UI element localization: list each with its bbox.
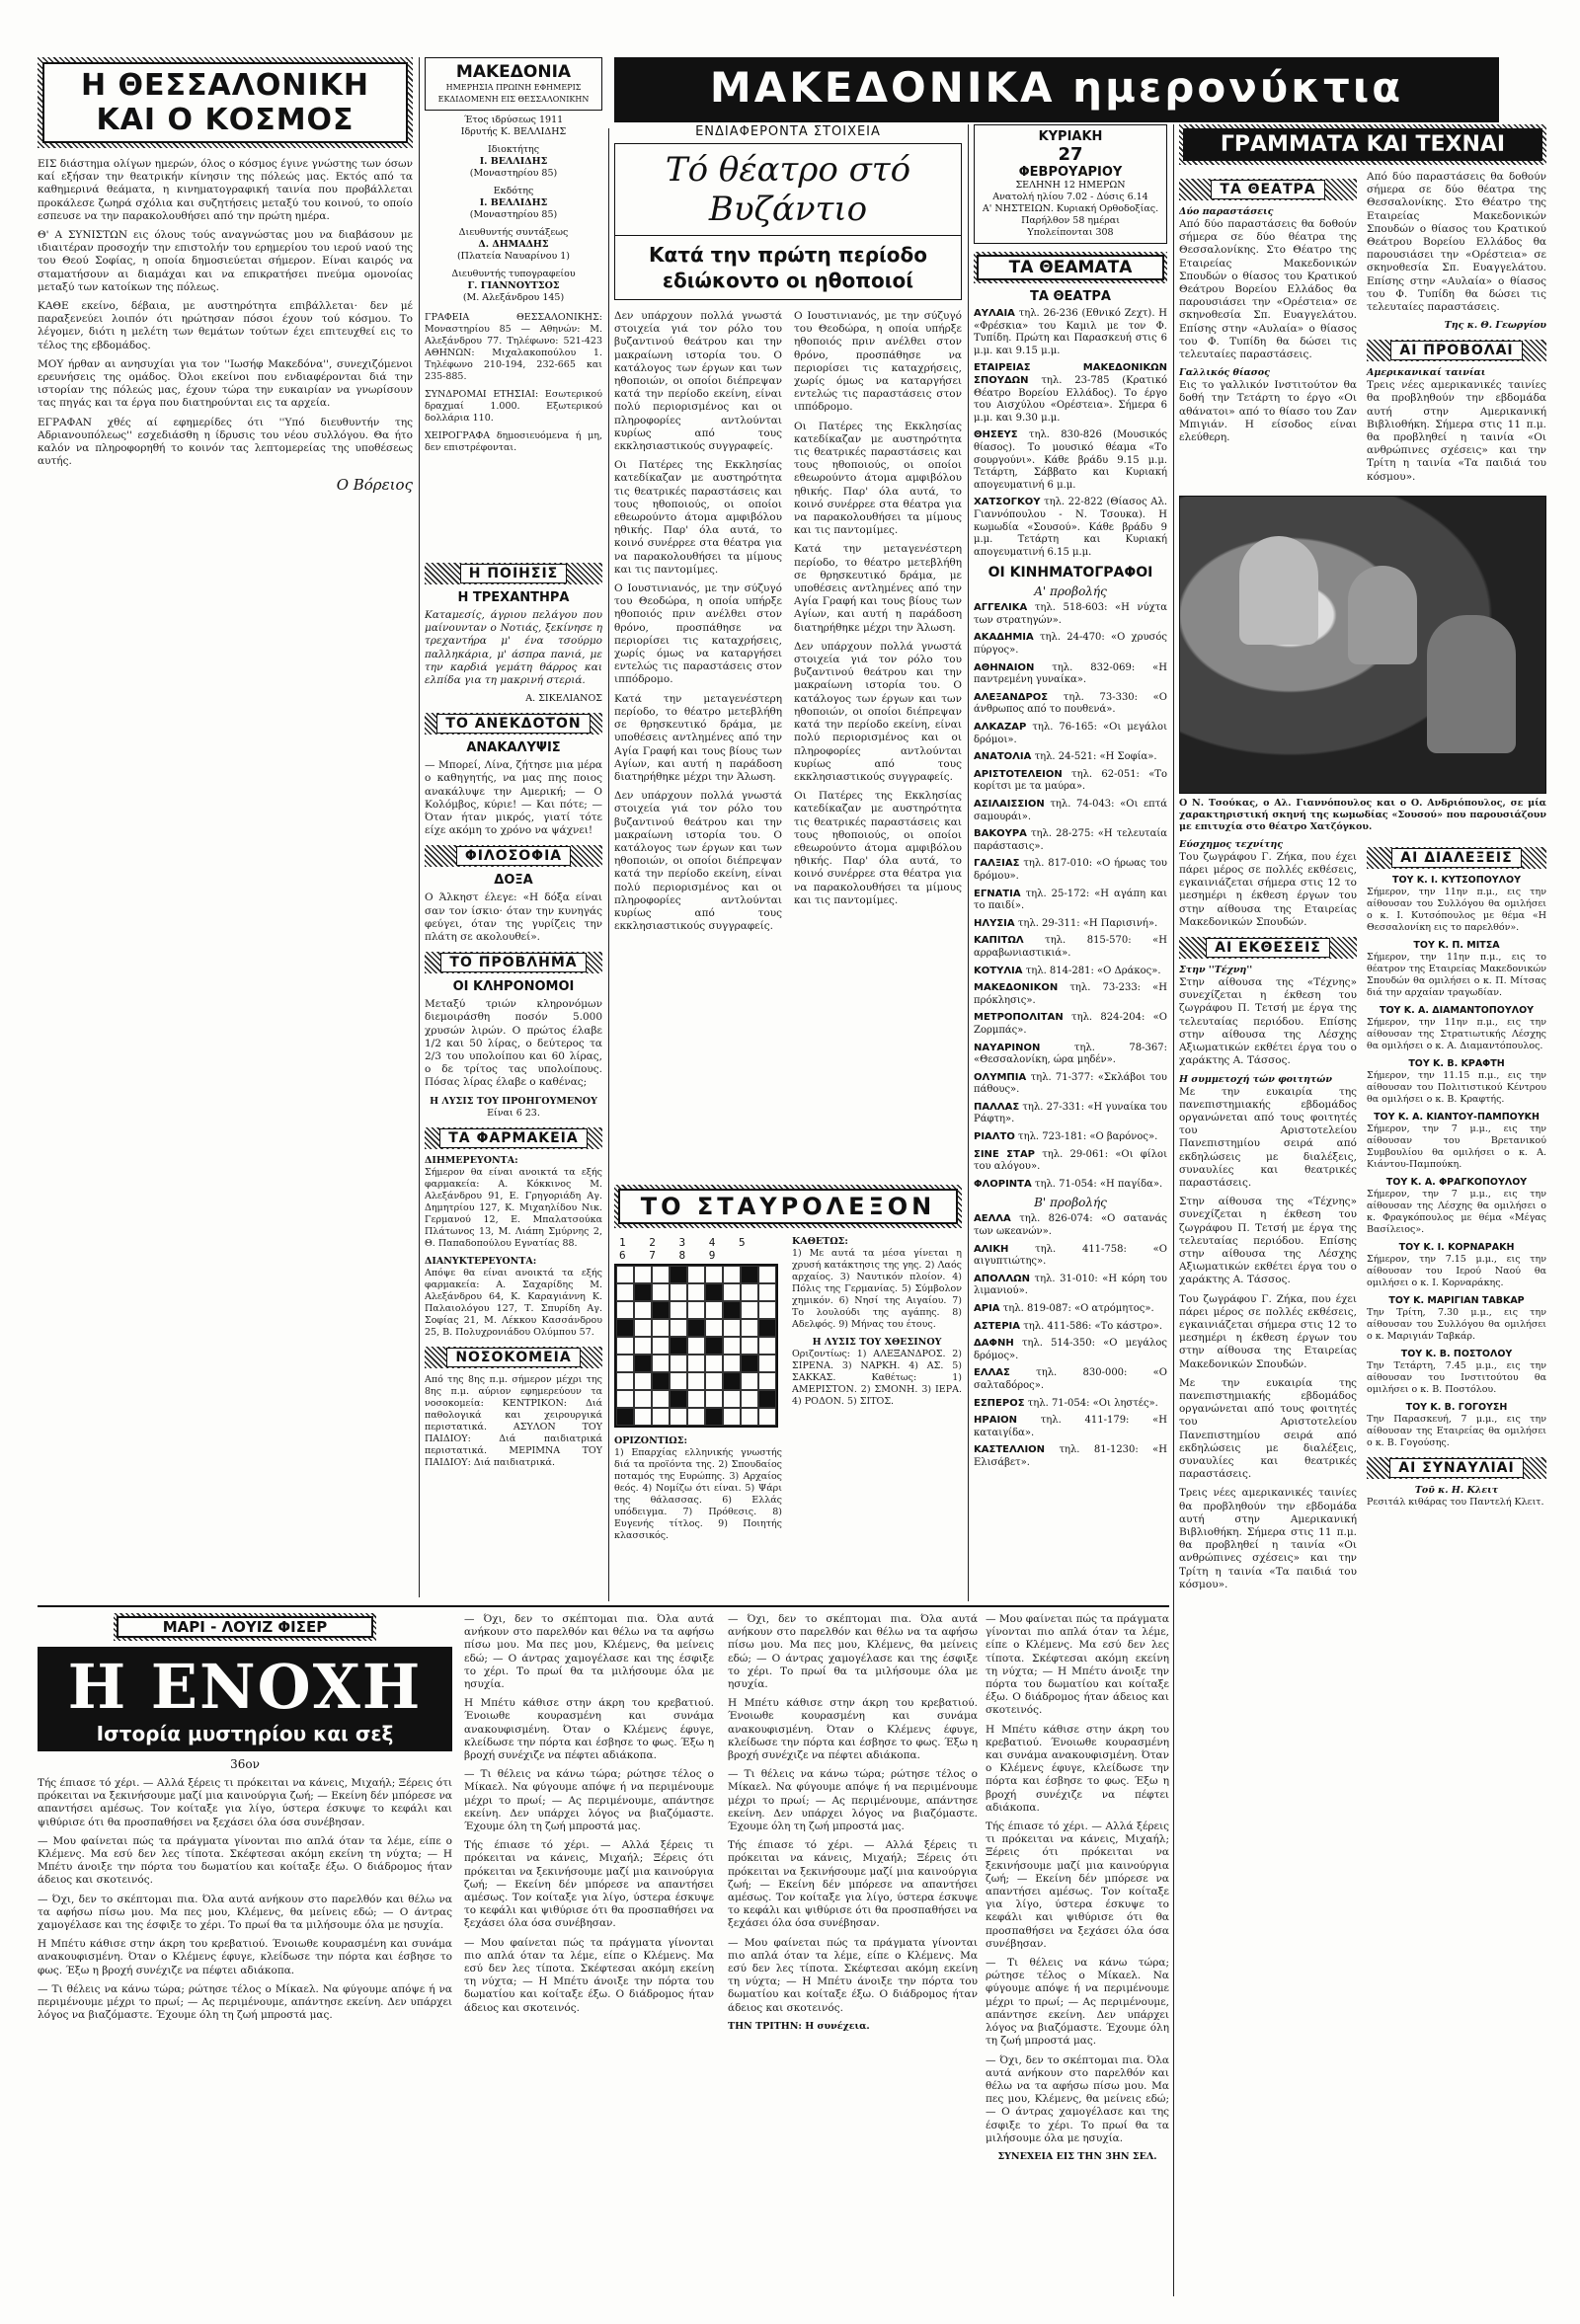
logo-subtitle: ΗΜΕΡΗΣΙΑ ΠΡΩΙΝΗ ΕΦΗΜΕΡΙΣ ΕΚΔΙΔΟΜΕΝΗ ΕΙΣ ΘΕΣΣΑΛΟΝΙΚΗΝ bbox=[437, 83, 590, 104]
column-divider bbox=[1173, 124, 1174, 2296]
photo-caption: Ο Ν. Τσούκας, ο Αλ. Γιαννόπουλος και ο Ο. Ανδριόπουλος, σε μία χαρακτηριστική σκηνή της κωμωδίας «Σουσού» που παρουσιάζουν με επιτυχία στο θέατρο Χατζόγκου. bbox=[1179, 797, 1546, 832]
cinema-listing-text: τηλ. 832-069: «Η παντρεμένη γυναίκα». bbox=[974, 661, 1167, 686]
listings-column bbox=[974, 124, 1167, 1601]
section-label-pharmacies: ΤΑ ΦΑΡΜΑΚΕΙΑ bbox=[425, 1127, 602, 1149]
cinema-listing-name: ΦΛΟΡΙΝΤΑ bbox=[974, 1178, 1032, 1190]
cinema-listing bbox=[974, 632, 1167, 657]
pharmacy-day-label: ΔΙΗΜΕΡΕΥΟΝΤΑ: bbox=[425, 1154, 518, 1166]
serial-episode: 36ον bbox=[230, 1757, 260, 1771]
theatre-listing bbox=[974, 308, 1167, 357]
publisher-name: Ι. ΒΕΛΛΙΔΗΣ bbox=[479, 197, 548, 208]
date-box bbox=[974, 124, 1167, 244]
cinema-listing-name: ΑΝΑΤΟΛΙΑ bbox=[974, 751, 1032, 763]
byzantine-theatre-article bbox=[614, 124, 962, 1181]
section-label-projections: ΑΙ ΠΡΟΒΟΛΑΙ bbox=[1367, 340, 1546, 361]
theatre-listing bbox=[974, 362, 1167, 425]
hospital-text: Από της 8ης π.μ. σήμερον μέχρι της 8ης π.μ. αύριον εφημερεύουν τα νοσοκομεία: ΚΕΝΤΡΙΚΟΝ: Διά παθολογικά και χειρουργικά περιστατικά. ΑΣΥΛΟΝ ΤΟΥ ΠΑΙΔΙΟΥ: Διά παιδιατρικά περιστατικά. ΜΕΡΙΜΝΑ ΤΟΥ ΠΑΙΔΙΟΥ: Διά παιδιατρικά. bbox=[425, 1373, 602, 1468]
cinema-listing-name: ΑΠΟΛΛΩΝ bbox=[974, 1273, 1030, 1284]
serial-paragraph: — Τι θέλεις να κάνω τώρα; ρώτησε τέλος ο Μίκαελ. Να φύγουμε απόψε ή να περιμένουμε μέχρι το πρωί; — Ας περιμένουμε, απάντησε εκείνη. Δεν υπάρχει λόγος να βιαζόμαστε. Έχουμε όλη τη ζωή μπροστά μας. bbox=[464, 1768, 714, 1833]
cinema-listing-name: ΚΑΠΙΤΩΛ bbox=[974, 935, 1024, 947]
tech-title: Εύσχημος τεχνίτης bbox=[1179, 838, 1284, 850]
serial-paragraph: Η Μπέτυ κάθισε στην άκρη του κρεβατιού. Ένοιωθε κουρασμένη και συνάμα ανακουφισμένη. Όταν ο Κλέμενς έφυγε, κλείδωσε την πόρτα και έσβησε το φως. Έξω η βροχή συνέχιζε να πέφτει αδιάκοπα. bbox=[38, 1938, 452, 1976]
solution-label: Η ΛΥΣΙΣ ΤΟΥ ΧΘΕΣΙΝΟΥ bbox=[812, 1337, 942, 1348]
theatre-news-text: Από δύο παραστάσεις θα δοθούν σήμερα σε δύο θέατρα της Θεσσαλονίκης. Στο Θέατρο της Εταιρείας Μακεδονικών Σπουδών ο θίασος του Κρατικού Θεάτρου Βορείου Ελλάδος θα παρουσιάσει την «Ορέστεια» σε σκηνοθεσία Σπ. Ευαγγελάτου. Επίσης στην «Αυλαία» ο θίασος του Φ. Τυπίδη θα δώσει τις τελευταίες παραστάσεις. bbox=[1179, 218, 1357, 361]
cinema-listing bbox=[974, 1415, 1167, 1439]
cinema-list bbox=[974, 602, 1167, 1191]
speech-text: Σήμερον, την 7.15 μ.μ., εις την αίθουσαν του Ιερού Ναού θα ομιλήσει ο κ. Ι. Κορναράκης. bbox=[1367, 1253, 1546, 1288]
cinema-listing bbox=[974, 1179, 1167, 1192]
serial-paragraph: — Μου φαίνεται πώς τα πράγματα γίνονται πιο απλά όταν τα λέμε, είπε ο Κλέμενς. Μα εσύ δεν λες τίποτα. Σκέφτεσαι ακόμη εκείνη τη νύχτα; — Η Μπέτυ άνοιξε την πόρτα του δωματίου και κοίταξε έξω. Ο διάδρομος ήταν άδειος και σκοτεινός. bbox=[464, 1936, 714, 2014]
cinema-listing-text: τηλ. 29-311: «Η Παρισινή». bbox=[1017, 917, 1158, 929]
projections-text: Τρεις νέες αμερικανικές ταινίες θα προβληθούν την εβδομάδα αυτή στην Αμερικανική Βιβλιοθήκη. Σήμερα στις 11 π.μ. θα προβληθεί η ταινία «Οι ανθρώπινες σχέσεις» και την Τρίτη η ταινία «Τα παιδιά του κόσμου». bbox=[1367, 379, 1546, 483]
serial-paragraph: Τής έπιασε τό χέρι. — Αλλά ξέρεις τι πρόκειται να κάνεις, Μιχαήλ; Ξέρεις ότι πρόκειται να ξεκινήσουμε μαζί μια καινούργια ζωή; — Εκείνη δέν μπόρεσε να απαντήσει αμέσως. Τον κοίταξε για λίγο, ύστερα έσκυψε το κεφάλι και ψιθύρισε ότι θα προσπαθήσει να ξεχάσει όλα όσα συνέβησαν. bbox=[986, 1820, 1169, 1950]
cinema-listing bbox=[974, 828, 1167, 853]
section-label-anecdote: ΤΟ ΑΝΕΚΔΟΤΟΝ bbox=[425, 713, 602, 735]
projections-text-continued: Τρεις νέες αμερικανικές ταινίες θα προβληθούν την εβδομάδα αυτή στην Αμερικανική Βιβλιοθήκη. Σήμερα στις 11 π.μ. θα προβληθεί η ταινία «Οι ανθρώπινες σχέσεις» και την Τρίτη η ταινία «Τα παιδιά του κόσμου». bbox=[1179, 1487, 1357, 1590]
office-addresses: ΓΡΑΦΕΙΑ ΘΕΣΣΑΛΟΝΙΚΗΣ: Μοναστηρίου 85 — Αθηνών: Μ. Αλεξάνδρου 77. Τηλέφωνο: 521-423 ΑΘΗΝΩΝ: Μιχαλακοπούλου 1. Τηλέφωνο 210-194, 232-665 και 235-885. bbox=[425, 312, 602, 382]
cinema-listing-name: ΑΛΚΑΖΑΡ bbox=[974, 722, 1027, 734]
cinema-listing-name: ΑΕΛΛΑ bbox=[974, 1213, 1011, 1225]
cinema-listing-name: ΑΡΙΑ bbox=[974, 1303, 1000, 1314]
cinema-listing-text: τηλ. 815-570: «Η αρραβωνιαστικιά». bbox=[974, 935, 1167, 959]
down-label: ΚΑΘΕΤΩΣ: bbox=[792, 1236, 848, 1247]
article-paragraph: Κατά την μεταγενέστερη περίοδο, το θέατρο μετεβλήθη σε θρησκευτικό δράμα, με υποθέσεις αντλημένες από την Αγία Γραφή και τους βίους των Αγίων, και αυτή η παράδοση διατηρήθηκε μέχρι την Άλωση. bbox=[794, 543, 962, 634]
speech-title: ΤΟΥ Κ. Α. ΚΙΑΝΤΟΥ-ΠΑΜΠΟΥΚΗ bbox=[1374, 1111, 1540, 1123]
owner-name: Ι. ΒΕΛΛΙΔΗΣ bbox=[479, 156, 548, 167]
crossword-label: ΤΟ ΣΤΑΥΡΟΛΕΞΟΝ bbox=[618, 1189, 958, 1224]
concerts-title: Τοῦ κ. Η. Κλειτ bbox=[1414, 1484, 1499, 1496]
poem-title: Η ΤΡΕΧΑΝΤΗΡΑ bbox=[457, 590, 570, 605]
students-text-continued: Με την ευκαιρία της πανεπιστημιακής εβδομάδος οργανώνεται από τους φοιτητές του Αριστοτελείου Πανεπιστημίου σειρά από εκδηλώσεις με διαλέξεις, συναυλίες και θεατρικές παραστάσεις. bbox=[1179, 1376, 1357, 1481]
column-divider bbox=[968, 124, 969, 1601]
solution-text: Οριζοντίως: 1) ΑΛΕΞΑΝΔΡΟΣ. 2) ΣΙΡΕΝΑ. 3) ΝΑΡΚΗ. 4) ΑΣ. 5) ΣΑΚΚΑΣ. Καθέτως: 1) ΑΜΕΡΙΣΤΟΝ. 2) ΣΜΟΝΗ. 3) ΙΕΡΑ. 4) ΡΟΔΟΝ. 5) ΣΙΤΟΣ. bbox=[792, 1349, 962, 1407]
crossword-section bbox=[614, 1185, 962, 1599]
cinema-listing bbox=[974, 1444, 1167, 1469]
cinema-listing-text: τηλ. 76-165: «Οι μεγάλοι δρόμοι». bbox=[974, 722, 1167, 745]
printing-name: Γ. ΓΙΑΝΝΟΥΤΣΟΣ bbox=[467, 280, 560, 291]
cinema-listing-name: ΕΛΛΑΣ bbox=[974, 1367, 1010, 1379]
theatre-listing-name: ΧΑΤΣΟΓΚΟΥ bbox=[974, 497, 1041, 508]
cinema-listing bbox=[974, 662, 1167, 687]
greek-theatre-text: Εις το γαλλικόν Ινστιτούτον θα δοθή την Τετάρτη το έργο «Οι αθάνατοι» από το θίασο του Ζαν Μπιγιάν. Η είσοδος είναι ελεύθερη. bbox=[1179, 379, 1357, 444]
speech-title: ΤΟΥ Κ. Ι. ΚΟΡΝΑΡΑΚΗ bbox=[1398, 1241, 1515, 1253]
crossword-label-box bbox=[614, 1185, 962, 1228]
cinema-listing-text: τηλ. 74-043: «Οι επτά σαμουράι». bbox=[974, 799, 1167, 822]
cinema-listing-text: τηλ. 411-586: «Το κάστρο». bbox=[1023, 1320, 1163, 1332]
cinema-listing-name: ΜΕΤΡΟΠΟΛΙΤΑΝ bbox=[974, 1012, 1064, 1024]
problem-answer-label: Η ΛΥΣΙΣ ΤΟΥ ΠΡΟΗΓΟΥΜΕΝΟΥ bbox=[430, 1095, 597, 1107]
section-label-exhibitions: ΑΙ ΕΚΘΕΣΕΙΣ bbox=[1179, 937, 1357, 959]
cinema-listing-text: τηλ. 27-331: «Η γυναίκα του Ράφτη». bbox=[974, 1101, 1167, 1125]
serial-paragraph: Τής έπιασε τό χέρι. — Αλλά ξέρεις τι πρόκειται να κάνεις, Μιχαήλ; Ξέρεις ότι πρόκειται να ξεκινήσουμε μαζί μια καινούργια ζωή; — Εκείνη δέν μπόρεσε να απαντήσει αμέσως. Τον κοίταξε για λίγο, ύστερα έσκυψε το κεφάλι και ψιθύρισε ότι θα προσπαθήσει να ξεχάσει όλα όσα συνέβησαν. bbox=[728, 1839, 978, 1930]
poem-author: Α. ΣΙΚΕΛΙΑΝΟΣ bbox=[525, 693, 602, 705]
masthead-banner bbox=[614, 57, 1499, 122]
greek-theatre-title: Γαλλικός θίασος bbox=[1179, 367, 1270, 379]
cinema-listing-text: τηλ. 24-470: «Ο χρυσός πύργος». bbox=[974, 632, 1167, 657]
cinema-listing bbox=[974, 769, 1167, 794]
column-signature: Ο Βόρειος bbox=[336, 476, 413, 495]
serial-paragraph: Η Μπέτυ κάθισε στην άκρη του κρεβατιού. Ένοιωθε κουρασμένη και συνάμα ανακουφισμένη. Όταν ο Κλέμενς έφυγε, κλείδωσε την πόρτα και έσβησε το φως. Έξω η βροχή συνέχιζε να πέφτει αδιάκοπα. bbox=[464, 1697, 714, 1762]
first-run-label: Α' προβολής bbox=[1034, 584, 1107, 599]
speech-text: Την Τρίτη, 7.30 μ.μ., εις την αίθουσαν του Συλλόγου θα ομιλήσει ο κ. Μαριγιάν Ταβκάρ. bbox=[1367, 1306, 1546, 1342]
director-name: Δ. ΔΗΜΑΔΗΣ bbox=[478, 239, 549, 250]
days-elapsed: Παρήλθον 58 ημέραι bbox=[1021, 215, 1120, 226]
serial-paragraph: — Τι θέλεις να κάνω τώρα; ρώτησε τέλος ο Μίκαελ. Να φύγουμε απόψε ή να περιμένουμε μέχρι το πρωί; — Ας περιμένουμε, απάντησε εκείνη. Δεν υπάρχει λόγος να βιαζόμαστε. Έχουμε όλη τη ζωή μπροστά μας. bbox=[38, 1982, 452, 2022]
cinema-listing-name: ΠΑΛΛΑΣ bbox=[974, 1101, 1020, 1113]
left-column bbox=[38, 57, 413, 1597]
column-paragraph: ΜΟΥ ήρθαν αι ανησυχίαι για τον ''Ιωσήφ Μακεδόνα'', συνεχιζόμενοι ερευνήσεις της ομάδος. Όλοι εκείνοι που ενδιαφέρονται διά την ιστορίαν της πόλεώς μας, έχουν τώρα την ευκαιρίαν να γνωρίσουν τας πηγάς και τα έργα που διατηρούνται εις τα αρχεία. bbox=[38, 357, 413, 410]
arts-label: ΓΡΑΜΜΑΤΑ ΚΑΙ ΤΕΧΝΑΙ bbox=[1183, 128, 1542, 161]
section-divider bbox=[38, 1605, 1169, 1607]
date-month: ΦΕΒΡΟΥΑΡΙΟΥ bbox=[1018, 165, 1123, 180]
cinema-listing bbox=[974, 1398, 1167, 1411]
section-label-theatres: ΤΑ ΘΕΑΤΡΑ bbox=[1179, 179, 1357, 200]
section-label-hospitals: ΝΟΣΟΚΟΜΕΙΑ bbox=[425, 1347, 602, 1368]
date-day: ΚΥΡΙΑΚΗ bbox=[1038, 129, 1103, 144]
theatre-listing-text: τηλ. 830-826 (Μουσικός θίασος). Το μουσικό θέαμα «Το σουργούνι». Κάθε βράδυ 9.15 μ.μ. Τετάρτη, Σάββατο και Κυριακή απογευματινή 6 μ.μ. bbox=[974, 429, 1167, 491]
second-run-label: Β' προβολής bbox=[1034, 1196, 1107, 1210]
cinema-listing-name: ΑΛΙΚΗ bbox=[974, 1243, 1009, 1255]
cinema-listing-name: ΡΙΑΛΤΟ bbox=[974, 1131, 1015, 1143]
speech-title: ΤΟΥ Κ. Π. ΜΙΤΣΑ bbox=[1413, 939, 1500, 951]
printing-label: Διευθυντής τυπογραφείου bbox=[451, 269, 576, 279]
cinema-listing bbox=[974, 935, 1167, 960]
serial-paragraph: Τής έπιασε τό χέρι. — Αλλά ξέρεις τι πρόκειται να κάνεις, Μιχαήλ; Ξέρεις ότι πρόκειται να ξεκινήσουμε μαζί μια καινούργια ζωή; — Εκείνη δέν μπόρεσε να απαντήσει αμέσως. Τον κοίταξε για λίγο, ύστερα έσκυψε το κεφάλι και ψιθύρισε ότι θα προσπαθήσει να ξεχάσει όλα όσα συνέβησαν. bbox=[464, 1839, 714, 1930]
article-paragraph: Ο Ιουστινιανός, με την σύζυγό του Θεοδώρα, η οποία υπήρξε ηθοποιός πριν ανέλθει στον θρόνο, προσπάθησε να περιορίσει τις καταχρήσεις, χωρίς όμως να καταργήσει εντελώς τις παραστάσεις στον ιππόδρομο. bbox=[614, 582, 782, 686]
column-title-line1: Η ΘΕΣΣΑΛΟΝΙΚΗ bbox=[80, 68, 370, 103]
founder: Ιδρυτής Κ. ΒΕΛΛΙΔΗΣ bbox=[460, 126, 567, 137]
article-paragraph: Οι Πατέρες της Εκκλησίας κατεδίκαζαν με αυστηρότητα τις θεατρικές παραστάσεις και τους ηθοποιούς, οι οποίοι εθεωρούντο άτομα αμφιβόλου ηθικής. Παρ' όλα αυτά, το κοινό συνέρρεε στα θέατρα για να παρακολουθήσει τα μίμους και τις παντομίμες. bbox=[614, 459, 782, 576]
serial-subtitle: Ιστορία μυστηρίου και σεξ bbox=[96, 1722, 394, 1745]
column-divider bbox=[608, 128, 609, 1601]
cinema-listing bbox=[974, 858, 1167, 883]
serial-title-box bbox=[38, 1647, 452, 1751]
theatre-listing-name: ΕΤΑΙΡΕΙΑΣ ΜΑΚΕΔΟΝΙΚΩΝ ΣΠΟΥΔΩΝ bbox=[974, 362, 1167, 386]
article-headline: Τό θέατρο στό Βυζάντιο bbox=[665, 150, 911, 229]
cinema-listing-name: ΜΑΚΕΔΟΝΙΚΟΝ bbox=[974, 982, 1059, 994]
concerts-text: Ρεσιτάλ κιθάρας του Παντελή Κλειτ. bbox=[1367, 1496, 1544, 1508]
article-paragraph: Δεν υπάρχουν πολλά γνωστά στοιχεία γιά τον ρόλο του βυζαντινού θεάτρου και την μακραίωνη ιστορία του. Ο κατάλογος των έργων και των ηθοποιών, οι οποίοι διέπρεψαν κατά την περίοδο εκείνη, είναι πολύ περιορισμένος και οι πληροφορίες αντλούνται κυρίως από τους εκκλησιαστικούς συγγραφείς. bbox=[614, 310, 782, 453]
cinema-listing-name: ΑΣΤΕΡΙΑ bbox=[974, 1320, 1021, 1332]
philosophy-title: ΔΟΞΑ bbox=[494, 873, 533, 889]
printing-address: (Μ. Αλεξάνδρου 145) bbox=[462, 292, 565, 303]
speech-text: Σήμερον, την 7 μ.μ., εις την αίθουσαν του Βρετανικού Συμβουλίου θα ομιλήσει ο κ. Α. Κιάντου-Παμπούκη. bbox=[1367, 1123, 1546, 1170]
crossword-column-numbers: 1 2 3 4 5 6 7 8 9 bbox=[619, 1236, 754, 1262]
cinema-listing-text: τηλ. 81-1230: «Η Ελισάβετ». bbox=[974, 1444, 1167, 1468]
column-paragraph: ΕΓΡΑΦΑΝ χθές αί εφημερίδες ότι ''Υπό διευθυντήν της Αδριανουπόλεως'' εσχεδιάσθη η ίδρυσις του νέου συλλόγου. Θα ήτο καλόν να πληροφορηθή το κοινόν τας λεπτομερείας της υποθέσεως αυτής. bbox=[38, 416, 413, 468]
cinema-listing-name: ΚΑΣΤΕΛΛΙΟΝ bbox=[974, 1444, 1046, 1456]
students-text: Με την ευκαιρία της πανεπιστημιακής εβδομάδος οργανώνεται από τους φοιτητές του Αριστοτελείου Πανεπιστημίου σειρά από εκδηλώσεις με διαλέξεις, συναυλίες και θεατρικές παραστάσεις. bbox=[1179, 1085, 1357, 1189]
cinema-listing-name: ΕΣΠΕΡΟΣ bbox=[974, 1397, 1025, 1409]
article-subhead: Κατά την πρώτη περίοδο εδιώκοντο οι ηθοποιοί bbox=[614, 236, 962, 300]
cinema-listing bbox=[974, 751, 1167, 764]
cinema-listing bbox=[974, 1338, 1167, 1362]
speech-text: Σήμερον, την 11ην π.μ., εις την αίθουσαν του Συλλόγου θα ομιλήσει ο κ. Ι. Κυτσόπουλος με θέμα «Η Θεσσαλονίκη εις το παρελθόν». bbox=[1367, 886, 1546, 933]
cinema-listing-name: ΑΛΕΞΑΝΔΡΟΣ bbox=[974, 691, 1049, 703]
cinema-listing bbox=[974, 982, 1167, 1007]
cinema-listing-name: ΑΚΑΔΗΜΙΑ bbox=[974, 632, 1034, 644]
problem-answer: Είναι 6 23. bbox=[487, 1107, 540, 1119]
tech-text: Του ζωγράφου Γ. Ζήκα, που έχει πάρει μέρος σε πολλές εκθέσεις, εγκαινιάζεται σήμερα στις 12 το μεσημέρι η έκθεση έργων του στην αίθουσα της Εταιρείας Μακεδονικών Σπουδών. bbox=[1179, 850, 1357, 928]
theatres-sublabel: ΤΑ ΘΕΑΤΡΑ bbox=[1030, 289, 1111, 304]
down-clues: 1) Με αυτά τα μέσα γίνεται η χρυσή κατάκτησις της γης. 2) Λαός αρχαίος. 3) Ναυτικόν πλοίον. 4) Πόλις της Γερμανίας. 5) Σύμβολον χημικόν. 6) Νησί της Αιγαίου. 7) Το λουλούδι της αγάπης. 8) Αδελφός. 9) Μήνας του έτους. bbox=[792, 1248, 962, 1330]
cinema-listing-text: τηλ. 29-061: «Οι φίλοι του αλόγου». bbox=[974, 1148, 1167, 1173]
philosophy-text: Ο Άλκηστ έλεγε: «Η δόξα είναι σαν τον ίσκιο· όταν την κυνηγάς φεύγει, όταν της γυρίζεις την πλάτη σε ακολουθεί». bbox=[425, 891, 602, 944]
cinema-listing-name: ΑΓΓΕΛΙΚΑ bbox=[974, 602, 1028, 614]
cinema-listing-name: ΗΛΥΣΙΑ bbox=[974, 917, 1015, 929]
theatre-listing-text: τηλ. 22-822 (Θίασος Αλ. Γιαννόπουλου - Ν. Τσουκα). Η κωμωδία «Σουσού». Κάθε βράδυ 9 μ.μ. Τετάρτη και Κυριακή απογευματινή 6.15 μ.μ. bbox=[974, 497, 1167, 558]
masthead-info bbox=[425, 57, 602, 551]
pharmacy-night-label: ΔΙΑΝΥΚΤΕΡΕΥΟΝΤΑ: bbox=[425, 1255, 537, 1267]
column-divider bbox=[419, 57, 420, 1597]
theatre-listing-text: τηλ. 26-236 (Εθνικό Ζεχτ). Η «Φρέσκια» του Καμιλ με τον Φ. Τυπίδη. Πρώτη και Παρασκευή στις 6 μ.μ. και 9.15 μ.μ. bbox=[974, 308, 1167, 356]
projections-title: Αμερικανικαί ταινίαι bbox=[1367, 367, 1486, 379]
serial-title: Η ΕΝΟΧΗ bbox=[67, 1651, 423, 1723]
cinema-listing-name: ΓΑΛΞΙΑΣ bbox=[974, 858, 1020, 870]
days-remaining: Υπολείπονται 308 bbox=[1027, 227, 1114, 238]
cinema-listing-text: τηλ. 830-000: «Ο σαλταδόρος». bbox=[974, 1367, 1167, 1391]
cinema-listing-name: ΕΓΝΑΤΙΑ bbox=[974, 888, 1021, 899]
cinema-listing bbox=[974, 1072, 1167, 1097]
cinema-listing-text: τηλ. 819-087: «Ο ατρόμητος». bbox=[1002, 1303, 1154, 1314]
exhibitions-text: Στην αίθουσα της «Τέχνης» συνεχίζεται η έκθεση του ζωγράφου Π. Τετσή με έργα της τελευταίας περιόδου. Επίσης στην αίθουσα της Λέσχης Αξιωματικών εκθέτει έργα του ο χαράκτης Α. Τάσσος. bbox=[1179, 976, 1357, 1067]
middle-left-column bbox=[425, 555, 602, 1601]
cinema-listing-text: τηλ. 411-758: «Ο αιγυπτιώτης». bbox=[974, 1243, 1167, 1268]
speech-text: Σήμερον, την 7 μ.μ., εις την αίθουσαν της Λέσχης θα ομιλήσει ο κ. Φραγκόπουλος με θέμα «Μέγας Βασίλειος». bbox=[1367, 1188, 1546, 1235]
owner-label: Ιδιοκτήτης bbox=[487, 144, 540, 155]
poem-text: Καταμεσίς, άγριου πελάγου που μαίνουνταν ο Νοτιάς, ξεκίνησε η τρεχαντήρα μ' ένα τσούρμο παλληκάρια, μ' άσπρα πανιά, με την καρδιά γεμάτη θάρρος και ελπίδα για τη μακρινή στεριά. bbox=[425, 609, 602, 687]
theatre-listing bbox=[974, 497, 1167, 559]
theatre-list bbox=[974, 308, 1167, 559]
cinema-listing-text: τηλ. 73-330: «Ο άνθρωπος από το πουθενά». bbox=[974, 691, 1167, 716]
continued-note: ΣΥΝΕΧΕΙΑ ΕΙΣ ΤΗΝ 3ΗΝ ΣΕΛ. bbox=[997, 2150, 1157, 2162]
article-paragraph: Δεν υπάρχουν πολλά γνωστά στοιχεία γιά τον ρόλο του βυζαντινού θεάτρου και την μακραίωνη ιστορία του. Ο κατάλογος των έργων και των ηθοποιών, οι οποίοι διέπρεψαν κατά την περίοδο εκείνη, είναι πολύ περιορισμένος και οι πληροφορίες αντλούνται κυρίως από τους εκκλησιαστικούς συγγραφείς. bbox=[794, 640, 962, 783]
serial-paragraph: — Όχι, δεν το σκέπτομαι πια. Όλα αυτά ανήκουν στο παρελθόν και θέλω να τα αφήσω πίσω μου. Μα πες μου, Κλέμενς, θα μείνεις εδώ; — Ο άντρας χαμογέλασε και της έσφιξε το χέρι. Το πρωί θα τα μιλήσουμε όλα με ησυχία. bbox=[38, 1893, 452, 1932]
cinema-listing-text: τηλ. 25-172: «Η αγάπη και το παιδί». bbox=[974, 888, 1167, 912]
pharmacy-day-text: Σήμερον θα είναι ανοικτά τα εξής φαρμακεία: Α. Κόκκινος Μ. Αλεξάνδρου 91, Ε. Γρηγοριάδη Αγ. Δημητρίου 127, Κ. Μιχαηλίδου Νικ. Γερμανού 12, Ε. Μπαλατσούκα Πλάτωνος 13, Μ. Λιάπη Σμύρνης 2, Θ. Παπαδοπούλου Εγνατίας 88. bbox=[425, 1166, 602, 1249]
director-label: Διευθυντής συντάξεως bbox=[458, 227, 569, 238]
theatre-news-continued: Από δύο παραστάσεις θα δοθούν σήμερα σε δύο θέατρα της Θεσσαλονίκης. Στο Θέατρο της Εταιρείας Μακεδονικών Σπουδών ο θίασος του Κρατικού Θεάτρου Βορείου Ελλάδος θα παρουσιάσει την «Ορέστεια» σε σκηνοθεσία Σπ. Ευαγγελάτου. Επίσης στην «Αυλαία» ο θίασος του Φ. Τυπίδη θα δώσει τις τελευταίες παραστάσεις. bbox=[1367, 171, 1546, 314]
column-paragraph: ΚΑΘΕ εκείνο, δέβαια, με αυστηρότητα επιβάλλεται· δεν μέ παραξενεύει λοιπόν ότι ηρώτησαν πόσοι έχουν τού κόσμου. Το λέγομεν, διότι η μελέτη των θεμάτων τούτων έχει επιτευχθεί εις το τέλος της εβδομάδος. bbox=[38, 300, 413, 351]
spectacles-label-box bbox=[974, 252, 1167, 283]
director-address: (Πλατεία Ναυαρίνου 1) bbox=[456, 251, 571, 262]
speech-title: ΤΟΥ Κ. Ι. ΚΥΤΣΟΠΟΥΛΟΥ bbox=[1392, 874, 1521, 886]
masthead-title: ΜΑΚΕΔΟΝΙΚΑ ημερονύκτια bbox=[709, 63, 1404, 112]
serial-paragraph: — Μου φαίνεται πώς τα πράγματα γίνονται πιο απλά όταν τα λέμε, είπε ο Κλέμενς. Μα εσύ δεν λες τίποτα. Σκέφτεσαι ακόμη εκείνη τη νύχτα; — Η Μπέτυ άνοιξε την πόρτα του δωματίου και κοίταξε έξω. Ο διάδρομος ήταν άδειος και σκοτεινός. bbox=[728, 1936, 978, 2014]
problem-title: ΟΙ ΚΛΗΡΟΝΟΜΟΙ bbox=[452, 979, 575, 995]
speech-title: ΤΟΥ Κ. Β. ΠΟΣΤΟΛΟΥ bbox=[1400, 1348, 1513, 1359]
tech-text-continued: Του ζωγράφου Γ. Ζήκα, που έχει πάρει μέρος σε πολλές εκθέσεις, εγκαινιάζεται σήμερα στις 12 το μεσημέρι η έκθεση έργων του στην αίθουσα της Εταιρείας Μακεδονικών Σπουδών. bbox=[1179, 1292, 1357, 1370]
cinema-listing-name: ΑΡΙΣΤΟΤΕΛΕΙΟΝ bbox=[974, 768, 1063, 780]
exhibitions-title: Στην ''Τέχνη'' bbox=[1179, 965, 1253, 976]
anecdote-title: ΑΝΑΚΑΛΥΨΙΣ bbox=[466, 740, 561, 756]
column-title-line2: ΚΑΙ Ο ΚΟΣΜΟΣ bbox=[96, 103, 355, 137]
article-paragraph: Κατά την μεταγενέστερη περίοδο, το θέατρο μετεβλήθη σε θρησκευτικό δράμα, με υποθέσεις αντλημένες από την Αγία Γραφή και τους βίους των Αγίων, και αυτή η παράδοση διατηρήθηκε μέχρι την Άλωση. bbox=[614, 692, 782, 783]
feast-day: Α' ΝΗΣΤΕΙΩΝ. Κυριακή Ορθοδοξίας. bbox=[982, 203, 1159, 214]
theatre-listing-name: ΘΗΣΕΥΣ bbox=[974, 429, 1018, 441]
cinema-listing bbox=[974, 1012, 1167, 1037]
cinema-listing-name: ΚΟΤΥΛΙΑ bbox=[974, 965, 1023, 976]
cinema-listing bbox=[974, 602, 1167, 627]
cinema-listing bbox=[974, 1303, 1167, 1316]
across-clues: 1) Επαρχίας ελληνικής γνωστής διά τα προϊόντα της. 2) Σπουδαίος ποταμός της Ευρώπης. 3) Αρχαίος θεός. 4) Νομίζω ότι είναι. 5) Ψάρι της θάλασσας. 6) Ελλάς υπόδειγμα. 7) Πρόθεσις. 8) Ευγενής τίτλος. 9) Ποιητής κλασσικός. bbox=[614, 1447, 782, 1541]
cinema-listing-text: τηλ. 71-054: «Η παγίδα». bbox=[1034, 1178, 1163, 1190]
cinema-listing bbox=[974, 1321, 1167, 1334]
cinema-listing bbox=[974, 918, 1167, 931]
cinema-listing-text: τηλ. 814-281: «Ο Δράκος». bbox=[1025, 965, 1161, 976]
cinema-listing-name: ΔΑΦΝΗ bbox=[974, 1338, 1014, 1350]
cinema-listing-text: τηλ. 824-204: «Ο Ζορμπάς». bbox=[974, 1012, 1167, 1036]
column-paragraph: Θ' Α ΣΥΝΙΣΤΩΝ εις όλους τούς αναγνώστας μου να διαβάσουν με ιδιαιτέραν προσοχήν την επιστολήν του ερημερίου του ιερού ναού της του Θεού Σοφίας, η οποία δημοσιεύεται σήμερον. Είναι καιρός να σταματήσουν αι διαμάχαι και να επικρατήσει πνεύμα ομονοίας μεταξύ των κατοίκων της πόλεως. bbox=[38, 229, 413, 293]
cinema-listing bbox=[974, 1274, 1167, 1298]
cinema-listing-text: τηλ. 411-179: «Η καταιγίδα». bbox=[974, 1415, 1167, 1438]
speech-text: Σήμερον, την 11ην π.μ., εις την αίθουσαν της Στρατιωτικής Λέσχης θα ομιλήσει ο κ. Α. Διαμαντόπουλος. bbox=[1367, 1016, 1546, 1051]
cinema-listing-text: τηλ. 31-010: «Η κόρη του λιμανιού». bbox=[974, 1273, 1167, 1297]
speech-list bbox=[1367, 875, 1546, 1449]
cinema-listing-text: τηλ. 723-181: «Ο βαρόνος». bbox=[1018, 1131, 1158, 1143]
speech-text: Σήμερον, την 11.15 π.μ., εις την αίθουσαν του Πολιτιστικού Κέντρου θα ομιλήσει ο κ. Β. Κραφτής. bbox=[1367, 1069, 1546, 1105]
article-paragraph: Ο Ιουστινιανός, με την σύζυγό του Θεοδώρα, η οποία υπήρξε ηθοποιός πριν ανέλθει στον θρόνο, προσπάθησε να περιορίσει τις καταχρήσεις, χωρίς όμως να καταργήσει εντελώς τις παραστάσεις στον ιππόδρομο. bbox=[794, 310, 962, 414]
anecdote-text: — Μπορεί, Λίνα, ζήτησε μια μέρα ο καθηγητής, να μας πης ποιος ανακάλυψε την Αμερική; — Ο Κολόμβος, κύριε! — Και πότε; — Όταν ήταν μικρός, γιατί τότε είχε ακόμη το χρόνο να ψάχνει! bbox=[425, 759, 602, 837]
cinema-listing bbox=[974, 889, 1167, 913]
serial-author: ΜΑΡΙ - ΛΟΥΙΖ ΦΙΣΕΡ bbox=[117, 1616, 373, 1638]
serial-paragraph: — Μου φαίνεται πώς τα πράγματα γίνονται πιο απλά όταν τα λέμε, είπε ο Κλέμενς. Μα εσύ δεν λες τίποτα. Σκέφτεσαι ακόμη εκείνη τη νύχτα; — Η Μπέτυ άνοιξε την πόρτα του δωματίου και κοίταξε έξω. Ο διάδρομος ήταν άδειος και σκοτεινός. bbox=[986, 1613, 1169, 1717]
crossword-grid[interactable] bbox=[614, 1264, 778, 1428]
serial-story bbox=[38, 1613, 1169, 2294]
manuscripts-note: ΧΕΙΡΟΓΡΑΦΑ δημοσιευόμενα ή μη, δεν επιστρέφονται. bbox=[425, 430, 602, 453]
speech-title: ΤΟΥ Κ. Β. ΓΟΓΟΥΣΗ bbox=[1405, 1401, 1508, 1413]
speech-text: Την Παρασκευή, 7 μ.μ., εις την αίθουσαν της Εταιρείας θα ομιλήσει ο κ. Β. Γογούσης. bbox=[1367, 1413, 1546, 1448]
arts-section bbox=[1179, 124, 1546, 2296]
section-label-problem: ΤΟ ΠΡΟΒΛΗΜΑ bbox=[425, 952, 602, 973]
cinema-listing-text: τηλ. 73-233: «Η πρόκλησις». bbox=[974, 982, 1167, 1006]
theatre-scene-photo bbox=[1179, 496, 1546, 794]
spectacles-label: ΤΑ ΘΕΑΜΑΤΑ bbox=[977, 255, 1164, 280]
cinema-listing-name: ΗΡΑΙΟΝ bbox=[974, 1415, 1018, 1427]
cinema-listing bbox=[974, 722, 1167, 746]
problem-text: Μεταξύ τριών κληρονόμων διεμοιράσθη ποσόν 5.000 χρυσών λιρών. Ο πρώτος έλαβε 1/2 και 50 λίρας, ο δεύτερος τα 2/3 του υπολοίπου και 60 λίρας, ο δε τρίτος τας υπολοίπους. Πόσας λίρας έλαβε ο καθένας; bbox=[425, 998, 602, 1089]
moon-phase: ΣΕΛΗΝΗ 12 ΗΜΕΡΩΝ bbox=[1015, 180, 1126, 191]
section-label-poetry: Η ΠΟΙΗΣΙΣ bbox=[425, 563, 602, 584]
serial-paragraph: Η Μπέτυ κάθισε στην άκρη του κρεβατιού. Ένοιωθε κουρασμένη και συνάμα ανακουφισμένη. Όταν ο Κλέμενς έφυγε, κλείδωσε την πόρτα και έσβησε το φως. Έξω η βροχή συνέχιζε να πέφτει αδιάκοπα. bbox=[986, 1723, 1169, 1814]
cinema-listing-name: ΑΣΙΛΑΙΣΣΙΟΝ bbox=[974, 799, 1045, 810]
cinema-listing bbox=[974, 1043, 1167, 1067]
article-paragraph: Δεν υπάρχουν πολλά γνωστά στοιχεία γιά τον ρόλο του βυζαντινού θεάτρου και την μακραίωνη ιστορία του. Ο κατάλογος των έργων και των ηθοποιών, οι οποίοι διέπρεψαν κατά την περίοδο εκείνη, είναι πολύ περιορισμένος και οι πληροφορίες αντλούνται κυρίως από τους εκκλησιαστικούς συγγραφείς. bbox=[614, 790, 782, 933]
cinema-listing-name: ΝΑΥΑΡΙΝΟΝ bbox=[974, 1042, 1041, 1053]
speech-title: ΤΟΥ Κ. Α. ΔΙΑΜΑΝΤΟΠΟΥΛΟΥ bbox=[1379, 1004, 1535, 1016]
theatre-listing bbox=[974, 429, 1167, 492]
founded-year: Έτος ιδρύσεως 1911 bbox=[463, 115, 564, 125]
cinema-listing bbox=[974, 799, 1167, 823]
article-kicker: ΕΝΔΙΑΦΕΡΟΝΤΑ ΣΤΟΙΧΕΙΑ bbox=[695, 124, 881, 139]
speech-text: Την Τετάρτη, 7.45 μ.μ., εις την αίθουσαν του Ινστιτούτου θα ομιλήσει ο κ. Β. Ποστόλου. bbox=[1367, 1359, 1546, 1395]
publisher-address: (Μοναστηρίου 85) bbox=[469, 209, 558, 220]
section-label-philosophy: ΦΙΛΟΣΟΦΙΑ bbox=[425, 845, 602, 867]
cinema-listing-name: ΑΘΗΝΑΙΟΝ bbox=[974, 661, 1035, 673]
speech-title: ΤΟΥ Κ. ΜΑΡΙΓΙΑΝ ΤΑΒΚΑΡ bbox=[1388, 1294, 1525, 1306]
owner-address: (Μοναστηρίου 85) bbox=[469, 168, 558, 179]
cinema-listing bbox=[974, 966, 1167, 978]
cinema-listing bbox=[974, 1149, 1167, 1174]
theatre-listing-text: τηλ. 23-785 (Κρατικό Θέατρο Βορείου Ελλάδος). Το έργο του Αισχύλου «Ορέστεια». Σήμερα 6 μ.μ. και 9.30 μ.μ. bbox=[974, 374, 1167, 424]
cinema-listing-text: τηλ. 514-350: «Ο μεγάλος δρόμος». bbox=[974, 1338, 1167, 1361]
cinema-listing bbox=[974, 692, 1167, 717]
lecture-author: Της κ. Θ. Γεωργίου bbox=[1444, 320, 1546, 332]
exhibitions-text-continued: Στην αίθουσα της «Τέχνης» συνεχίζεται η έκθεση του ζωγράφου Π. Τετσή με έργα της τελευταίας περιόδου. Επίσης στην αίθουσα της Λέσχης Αξιωματικών εκθέτει έργα του ο χαράκτης Α. Τάσσος. bbox=[1179, 1196, 1357, 1286]
article-paragraph: Οι Πατέρες της Εκκλησίας κατεδίκαζαν με αυστηρότητα τις θεατρικές παραστάσεις και τους ηθοποιούς, οι οποίοι εθεωρούντο άτομα αμφιβόλου ηθικής. Παρ' όλα αυτά, το κοινό συνέρρεε στα θέατρα για να παρακολουθήσει τα μίμους και τις παντομίμες. bbox=[794, 420, 962, 537]
serial-author-box bbox=[114, 1613, 376, 1641]
cinema-listing bbox=[974, 1367, 1167, 1392]
cinema-listing-text: τηλ. 62-051: «Το κορίτσι με τα μαύρα». bbox=[974, 768, 1167, 793]
arts-label-box bbox=[1179, 124, 1546, 165]
serial-paragraph: — Όχι, δεν το σκέπτομαι πια. Όλα αυτά ανήκουν στο παρελθόν και θέλω να τα αφήσω πίσω μου. Μα πες μου, Κλέμενς, θα μείνεις εδώ; — Ο άντρας χαμογέλασε και της έσφιξε το χέρι. Το πρωί θα τα μιλήσουμε όλα με ησυχία. bbox=[464, 1613, 714, 1691]
publisher-label: Εκδότης bbox=[493, 186, 534, 196]
cinema-listing-text: τηλ. 817-010: «Ο ήρωας του δρόμου». bbox=[974, 858, 1167, 882]
column-title-box bbox=[38, 57, 413, 148]
across-label: ΟΡΙΖΟΝΤΙΩΣ: bbox=[614, 1435, 687, 1446]
cinema-listing-text: τηλ. 71-054: «Οι ληστές». bbox=[1027, 1397, 1158, 1409]
cinema-listing-name: ΣΙΝΕ ΣΤΑΡ bbox=[974, 1148, 1036, 1160]
cinema-listing-text: τηλ. 24-521: «Η Σοφία». bbox=[1034, 751, 1157, 763]
cinema-listing bbox=[974, 1102, 1167, 1126]
speech-title: ΤΟΥ Κ. Α. ΦΡΑΓΚΟΠΟΥΛΟΥ bbox=[1385, 1176, 1528, 1188]
cinemas-label: ΟΙ ΚΙΝΗΜΑΤΟΓΡΑΦΟΙ bbox=[988, 565, 1153, 581]
serial-paragraph: Τής έπιασε τό χέρι. — Αλλά ξέρεις τι πρόκειται να κάνεις, Μιχαήλ; Ξέρεις ότι πρόκειται να ξεκινήσουμε μαζί μια καινούργια ζωή; — Εκείνη δέν μπόρεσε να απαντήσει αμέσως. Τον κοίταξε για λίγο, ύστερα έσκυψε το κεφάλι και ψιθύρισε ότι θα προσπαθήσει να ξεχάσει όλα όσα συνέβησαν. bbox=[38, 1777, 452, 1828]
cinema-listing-text: τηλ. 78-367: «Θεσσαλονίκη, ώρα μηδέν». bbox=[974, 1042, 1167, 1066]
cinema-listing bbox=[974, 1244, 1167, 1269]
cinema-listing bbox=[974, 1213, 1167, 1238]
theatre-listing-name: ΑΥΛΑΙΑ bbox=[974, 308, 1015, 319]
theatre-news-title: Δύο παραστάσεις bbox=[1179, 206, 1274, 217]
serial-paragraph: Η Μπέτυ κάθισε στην άκρη του κρεβατιού. Ένοιωθε κουρασμένη και συνάμα ανακουφισμένη. Όταν ο Κλέμενς έφυγε, κλείδωσε την πόρτα και έσβησε το φως. Έξω η βροχή συνέχιζε να πέφτει αδιάκοπα. bbox=[728, 1697, 978, 1762]
cinema-listing-text: τηλ. 518-603: «Η νύχτα των στρατηγών». bbox=[974, 602, 1167, 626]
cinema-listing bbox=[974, 1131, 1167, 1144]
pharmacy-night-text: Απόψε θα είναι ανοικτά τα εξής φαρμακεία: Α. Σαχαρίδης Μ. Αλεξάνδρου 64, Κ. Καραγιάννη Κ. Παλαιολόγου 127, Τ. Σπυρίδη Αγ. Σοφίας 21, Μ. Λέκκου Κασσάνδρου 25, Β. Πολυχρονιάδου Ολύμπου 57. bbox=[425, 1267, 602, 1338]
cinema-listing-text: τηλ. 826-074: «Ο σατανάς των ωκεανών». bbox=[974, 1213, 1167, 1238]
cinema-listing-name: ΒΑΚΟΥΡΑ bbox=[974, 828, 1027, 840]
cinema-listing-name: ΟΛΥΜΠΙΑ bbox=[974, 1071, 1027, 1083]
speech-title: ΤΟΥ Κ. Β. ΚΡΑΦΤΗ bbox=[1408, 1057, 1505, 1069]
section-label-speeches: ΑΙ ΔΙΑΛΕΞΕΙΣ bbox=[1367, 847, 1546, 869]
newspaper-logo: ΜΑΚΕΔΟΝΙΑ bbox=[455, 62, 572, 82]
cinema-listing-text: τηλ. 71-377: «Σκλάβοι του πάθους». bbox=[974, 1071, 1167, 1096]
speech-text: Σήμερον, την 11ην π.μ., εις το θέατρον της Εταιρείας Μακεδονικών Σπουδών θα ομιλήσει ο κ. Π. Μίτσας διά την αρχαίαν τραγωδίαν. bbox=[1367, 951, 1546, 998]
serial-paragraph: — Τι θέλεις να κάνω τώρα; ρώτησε τέλος ο Μίκαελ. Να φύγουμε απόψε ή να περιμένουμε μέχρι το πρωί; — Ας περιμένουμε, απάντησε εκείνη. Δεν υπάρχει λόγος να βιαζόμαστε. Έχουμε όλη τη ζωή μπροστά μας. bbox=[728, 1768, 978, 1833]
article-paragraph: Οι Πατέρες της Εκκλησίας κατεδίκαζαν με αυστηρότητα τις θεατρικές παραστάσεις και τους ηθοποιούς, οι οποίοι εθεωρούντο άτομα αμφιβόλου ηθικής. Παρ' όλα αυτά, το κοινό συνέρρεε στα θέατρα για να παρακολουθήσει τα μίμους και τις παντομίμες. bbox=[794, 790, 962, 906]
serial-paragraph: — Όχι, δεν το σκέπτομαι πια. Όλα αυτά ανήκουν στο παρελθόν και θέλω να τα αφήσω πίσω μου. Μα πες μου, Κλέμενς, θα μείνεις εδώ; — Ο άντρας χαμογέλασε και της έσφιξε το χέρι. Το πρωί θα τα μιλήσουμε όλα με ησυχία. bbox=[728, 1613, 978, 1691]
section-label-concerts: ΑΙ ΣΥΝΑΥΛΙΑΙ bbox=[1367, 1457, 1546, 1479]
cinema-listing-text: τηλ. 28-275: «Η τελευταία παράστασις». bbox=[974, 828, 1167, 852]
serial-paragraph: — Μου φαίνεται πώς τα πράγματα γίνονται πιο απλά όταν τα λέμε, είπε ο Κλέμενς. Μα εσύ δεν λες τίποτα. Σκέφτεσαι ακόμη εκείνη τη νύχτα; — Η Μπέτυ άνοιξε την πόρτα του δωματίου και κοίταξε έξω. Ο διάδρομος ήταν άδειος και σκοτεινός. bbox=[38, 1834, 452, 1887]
cinema-list-second-run bbox=[974, 1213, 1167, 1469]
serial-paragraph: — Τι θέλεις να κάνω τώρα; ρώτησε τέλος ο Μίκαελ. Να φύγουμε απόψε ή να περιμένουμε μέχρι το πρωί; — Ας περιμένουμε, απάντησε εκείνη. Δεν υπάρχει λόγος να βιαζόμαστε. Έχουμε όλη τη ζωή μπροστά μας. bbox=[986, 1957, 1169, 2048]
date-number: 27 bbox=[1058, 144, 1083, 165]
subscription-info: ΣΥΝΔΡΟΜΑΙ ΕΤΗΣΙΑΙ: Εσωτερικού δραχμαί 1.000. Εξωτερικού δολλάρια 110. bbox=[425, 389, 602, 424]
serial-next: ΤΗΝ ΤΡΙΤΗΝ: Η συνέχεια. bbox=[728, 2020, 870, 2032]
serial-paragraph: — Όχι, δεν το σκέπτομαι πια. Όλα αυτά ανήκουν στο παρελθόν και θέλω να τα αφήσω πίσω μου. Μα πες μου, Κλέμενς, θα μείνεις εδώ; — Ο άντρας χαμογέλασε και της έσφιξε το χέρι. Το πρωί θα τα μιλήσουμε όλα με ησυχία. bbox=[986, 2053, 1169, 2144]
students-title: Η συμμετοχή τών φοιτητών bbox=[1179, 1073, 1332, 1085]
sun-times: Ανατολή ηλίου 7.02 - Δύσις 6.14 bbox=[992, 192, 1148, 202]
column-paragraph: ΕΙΣ διάστημα ολίγων ημερών, όλος ο κόσμος έγινε γνώστης των όσων καί εξήσαν την θεατρικήν κίνησιν της πόλεώς μας. Εκτός από τα καθημερινά θεάματα, η κινηματογραφική ταινία που προβάλλεται προκάλεσε ζωηρά σχόλια και συζητήσεις μεταξύ του κοινού, το οποίο εσπευσε να την παρακολουθήσει από την πρώτη ημέρα. bbox=[38, 158, 413, 222]
